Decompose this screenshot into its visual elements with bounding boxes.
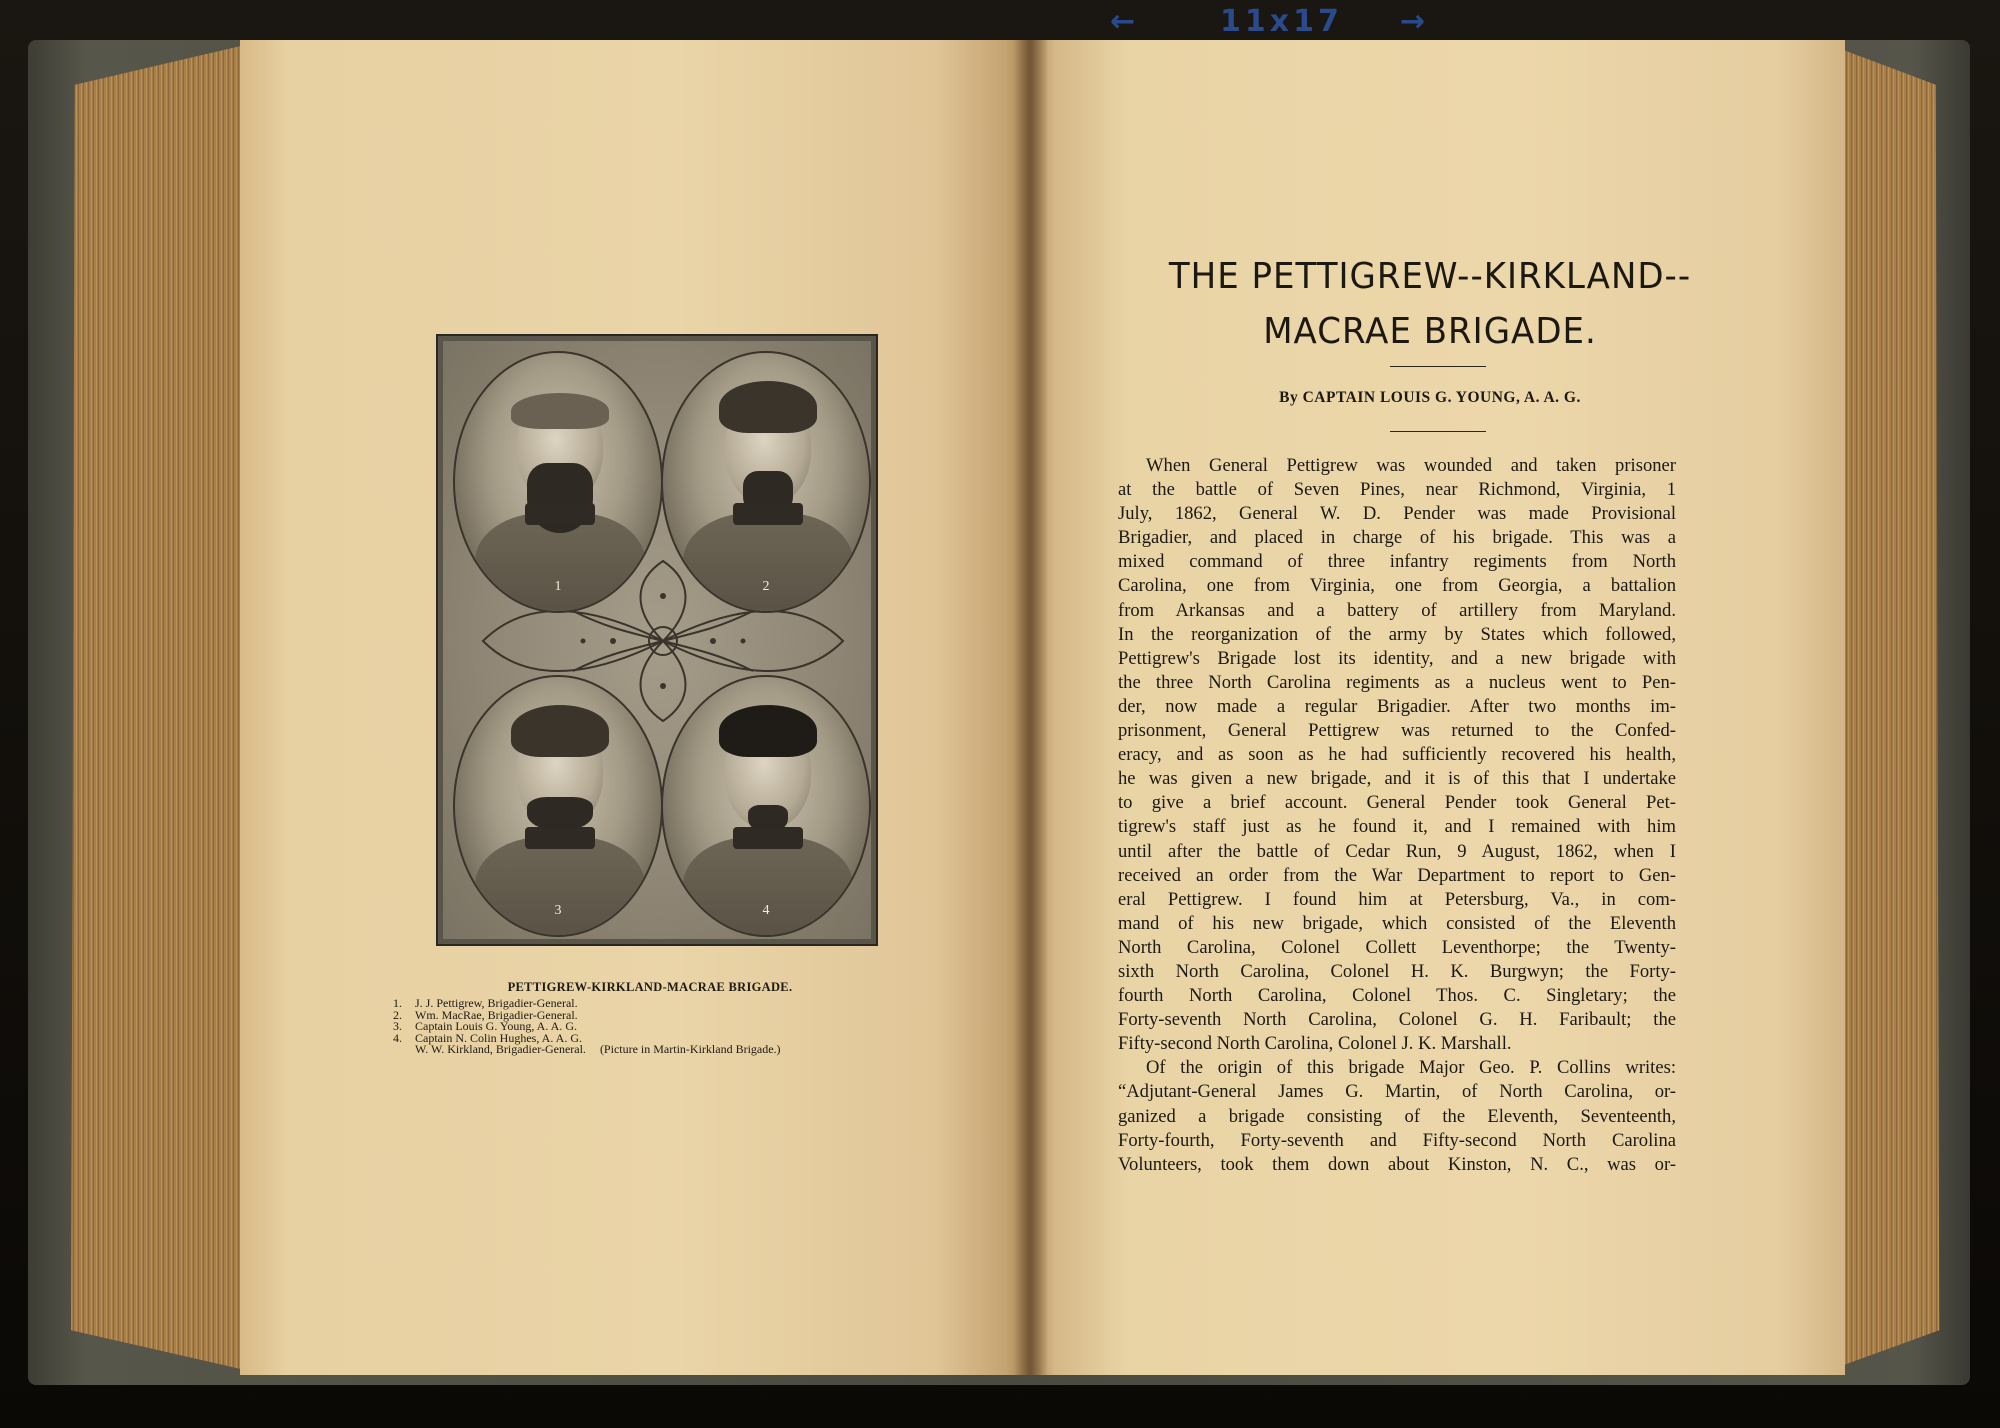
article-title <box>1060 249 1800 358</box>
portrait-pettigrew <box>453 351 663 613</box>
key-row: 4. Captain N. Colin Hughes, A. A. G. <box>393 1030 582 1045</box>
text-line: mixed command of three infantry regiments from North <box>1118 551 1676 573</box>
ruler-label: 11x17 <box>1220 4 1343 39</box>
byline-rule <box>1390 431 1486 432</box>
text-line: North Carolina, Colonel Collett Leventhorpe; the Twenty- <box>1118 936 1676 958</box>
text-line: “Adjutant-General James G. Martin, of North Carolina, or- <box>1118 1081 1676 1103</box>
article-body <box>1118 454 1676 1177</box>
text-line: from Arkansas and a battery of artillery from Maryland. <box>1118 599 1676 621</box>
ruler <box>1110 4 1470 40</box>
title-rule <box>1390 366 1486 367</box>
plate-background <box>443 341 871 939</box>
plate-caption: PETTIGREW-KIRKLAND-MACRAE BRIGADE. <box>507 980 793 994</box>
key-note: (Picture in Martin-Kirkland Brigade.) <box>599 1042 781 1056</box>
text-line: prisonment, General Pettigrew was returned to the Confed- <box>1118 720 1676 742</box>
text-line: Forty-fourth, Forty-seventh and Fifty-second North Carolina <box>1118 1129 1676 1151</box>
portrait-young <box>453 675 663 937</box>
portrait-macrae <box>661 351 871 613</box>
text-line: Volunteers, took them down about Kinston, N. C., was or- <box>1118 1153 1676 1175</box>
title-line: MACRAE BRIGADE. <box>1263 310 1597 353</box>
text-line: Brigadier, and placed in charge of his brigade. This was a <box>1118 527 1676 549</box>
text-line: received an order from the War Department to report to Gen- <box>1118 864 1676 886</box>
left-page-edges <box>60 45 245 1370</box>
left-arrow-icon: ← <box>1110 4 1140 39</box>
text-line: Fifty-second North Carolina, Colonel J. K. Marshall. <box>1118 1033 1512 1055</box>
text-line: Of the origin of this brigade Major Geo. P. Collins writes: <box>1146 1057 1676 1079</box>
title-line: THE PETTIGREW--KIRKLAND-- <box>1168 255 1692 298</box>
portrait-number: 1 <box>554 579 562 594</box>
text-line: der, now made a regular Brigadier. After two months im- <box>1118 695 1676 717</box>
text-line: When General Pettigrew was wounded and taken prisoner <box>1146 455 1676 476</box>
text-line: at the battle of Seven Pines, near Richmond, Virginia, 1 <box>1118 479 1676 501</box>
portrait-plate <box>436 334 878 946</box>
portrait-number: 4 <box>762 903 770 918</box>
text-line: In the reorganization of the army by States which followed, <box>1118 623 1676 645</box>
text-line: the three North Carolina regiments as a nucleus went to Pen- <box>1118 671 1676 693</box>
text-line: mand of his new brigade, which consisted of the Eleventh <box>1118 912 1676 934</box>
portrait-hughes <box>661 675 871 937</box>
text-line: he was given a new brigade, and it is of this that I undertake <box>1118 768 1676 790</box>
text-line: until after the battle of Cedar Run, 9 August, 1862, when I <box>1118 840 1676 862</box>
text-line: eral Pettigrew. I found him at Petersburg, Va., in com- <box>1118 888 1676 910</box>
text-line: fourth North Carolina, Colonel Thos. C. Singletary; the <box>1118 985 1676 1007</box>
byline: By CAPTAIN LOUIS G. YOUNG, A. A. G. <box>1279 389 1581 406</box>
text-line: Carolina, one from Virginia, one from Georgia, a battalion <box>1118 575 1676 597</box>
text-line: tigrew's staff just as he found it, and I remained with him <box>1118 816 1676 838</box>
plate-key <box>393 998 913 1056</box>
text-line: eracy, and as soon as he had sufficiently recovered his health, <box>1118 744 1676 766</box>
portrait-number: 2 <box>762 579 770 594</box>
key-row: 3. Captain Louis G. Young, A. A. G. <box>393 1019 578 1033</box>
text-line: sixth North Carolina, Colonel H. K. Burgwyn; the Forty- <box>1118 960 1676 982</box>
text-line: ganized a brigade consisting of the Eleventh, Seventeenth, <box>1118 1105 1676 1127</box>
right-page-edges <box>1830 45 1945 1370</box>
book-gutter <box>1014 40 1048 1375</box>
key-row: W. W. Kirkland, Brigadier-General. (Picture in Martin-Kirkland Brigade.) <box>415 1042 781 1056</box>
text-line: to give a brief account. General Pender took General Pet- <box>1118 792 1676 814</box>
text-line: Forty-seventh North Carolina, Colonel G. H. Faribault; the <box>1118 1009 1676 1031</box>
portrait-number: 3 <box>554 903 562 918</box>
key-row: 1. J. J. Pettigrew, Brigadier-General. <box>393 996 578 1010</box>
right-arrow-icon: → <box>1400 4 1430 39</box>
text-line: Pettigrew's Brigade lost its identity, and a new brigade with <box>1118 647 1676 669</box>
key-row: 2. Wm. MacRae, Brigadier-General. <box>393 1007 578 1022</box>
text-line: July, 1862, General W. D. Pender was made Provisional <box>1118 503 1676 525</box>
